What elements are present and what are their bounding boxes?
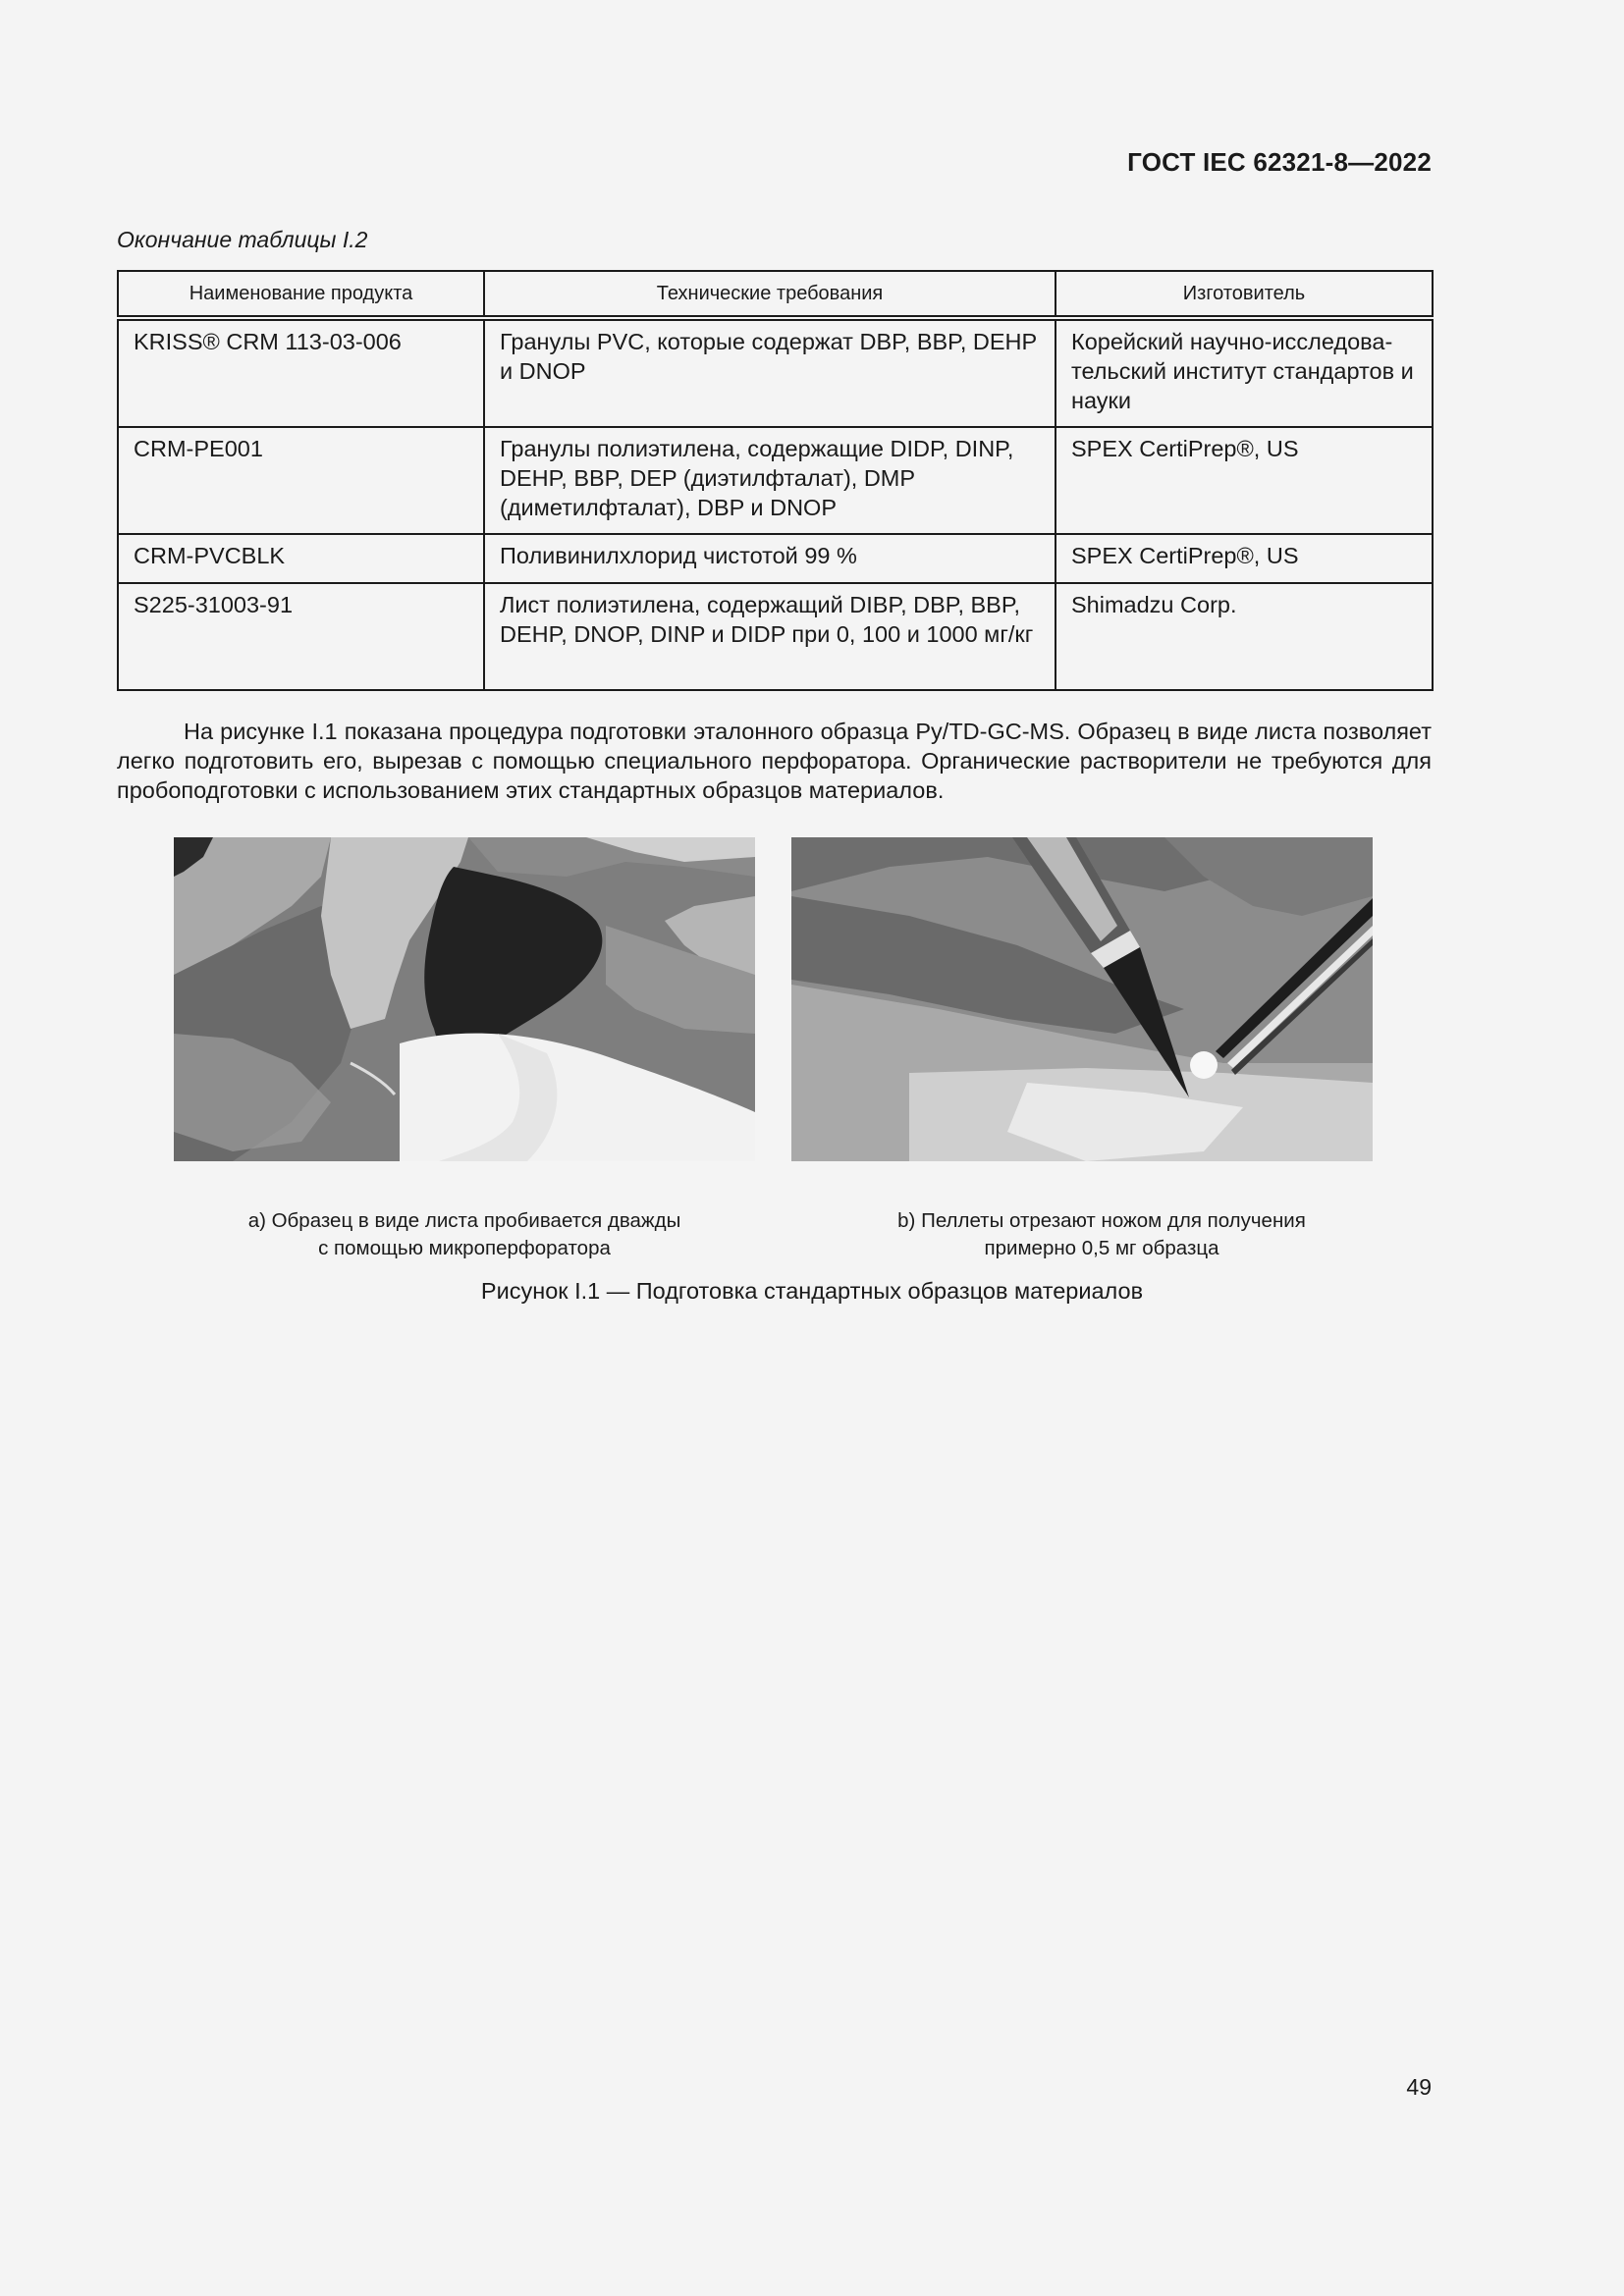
table-continuation-caption: Окончание таблицы I.2 [117,227,368,252]
cell-product: KRISS® CRM 113-03-006 [118,318,484,427]
cell-product: S225-31003-91 [118,583,484,690]
subcaption-b [797,1207,1406,1262]
cell-manufacturer: Shimadzu Corp. [1056,583,1433,690]
table-row [118,427,1433,534]
pellet-icon [1190,1051,1218,1079]
cell-requirements: Поливинилхлорид чистотой 99 % [484,534,1056,583]
cell-manufacturer: Корейский научно-исследова-тельский институт стандартов и науки [1056,318,1433,427]
column-header-product: Наименование продукта [118,271,484,318]
cell-requirements: Лист полиэтилена, содержащий DIBP, DBP, BBP, DEHP, DNOP, DINP и DIDP при 0, 100 и 1000 мг/кг [484,583,1056,690]
subcaption-a-line1: a) Образец в виде листа пробивается дважды [247,1209,681,1232]
table-row [118,534,1433,583]
page-number: 49 [1406,2074,1432,2100]
table-row [118,318,1433,427]
cell-product: CRM-PVCBLK [118,534,484,583]
body-paragraph: На рисунке I.1 показана процедура подготовки эталонного образца Py/TD-GC-MS. Образец в виде листа позволяет легко подготовить его, вырезав с помощью специального перфоратора. Органические растворители не требуются для пробоподготовки с использованием этих стандартных образцов материалов. [117,719,1432,803]
products-table [117,270,1434,691]
subcaption-b-line2: примерно 0,5 мг образца [984,1237,1219,1259]
table-row [118,583,1433,690]
table-header-row [118,271,1433,318]
figure-title: Рисунок I.1 — Подготовка стандартных образцов материалов [480,1278,1144,1304]
cell-product: CRM-PE001 [118,427,484,534]
cell-requirements: Гранулы полиэтилена, содержащие DIDP, DINP, DEHP, BBP, DEP (диэтилфталат), DMP (диметилфталат), DBP и DNOP [484,427,1056,534]
subcaption-a-line2: с помощью микроперфоратора [318,1237,611,1259]
cell-manufacturer: SPEX CertiPrep®, US [1056,534,1433,583]
cell-requirements: Гранулы PVC, которые содержат DBP, BBP, DEHP и DNOP [484,318,1056,427]
subcaption-b-line1: b) Пеллеты отрезают ножом для получения [897,1209,1306,1232]
standard-header: ГОСТ IEC 62321-8—2022 [1127,147,1432,177]
photo-knife-pellet [791,837,1373,1161]
column-header-requirements: Технические требования [484,271,1056,318]
column-header-manufacturer: Изготовитель [1056,271,1433,318]
subcaption-a [160,1207,769,1262]
photo-sheet-sample [174,837,755,1161]
cell-manufacturer: SPEX CertiPrep®, US [1056,427,1433,534]
